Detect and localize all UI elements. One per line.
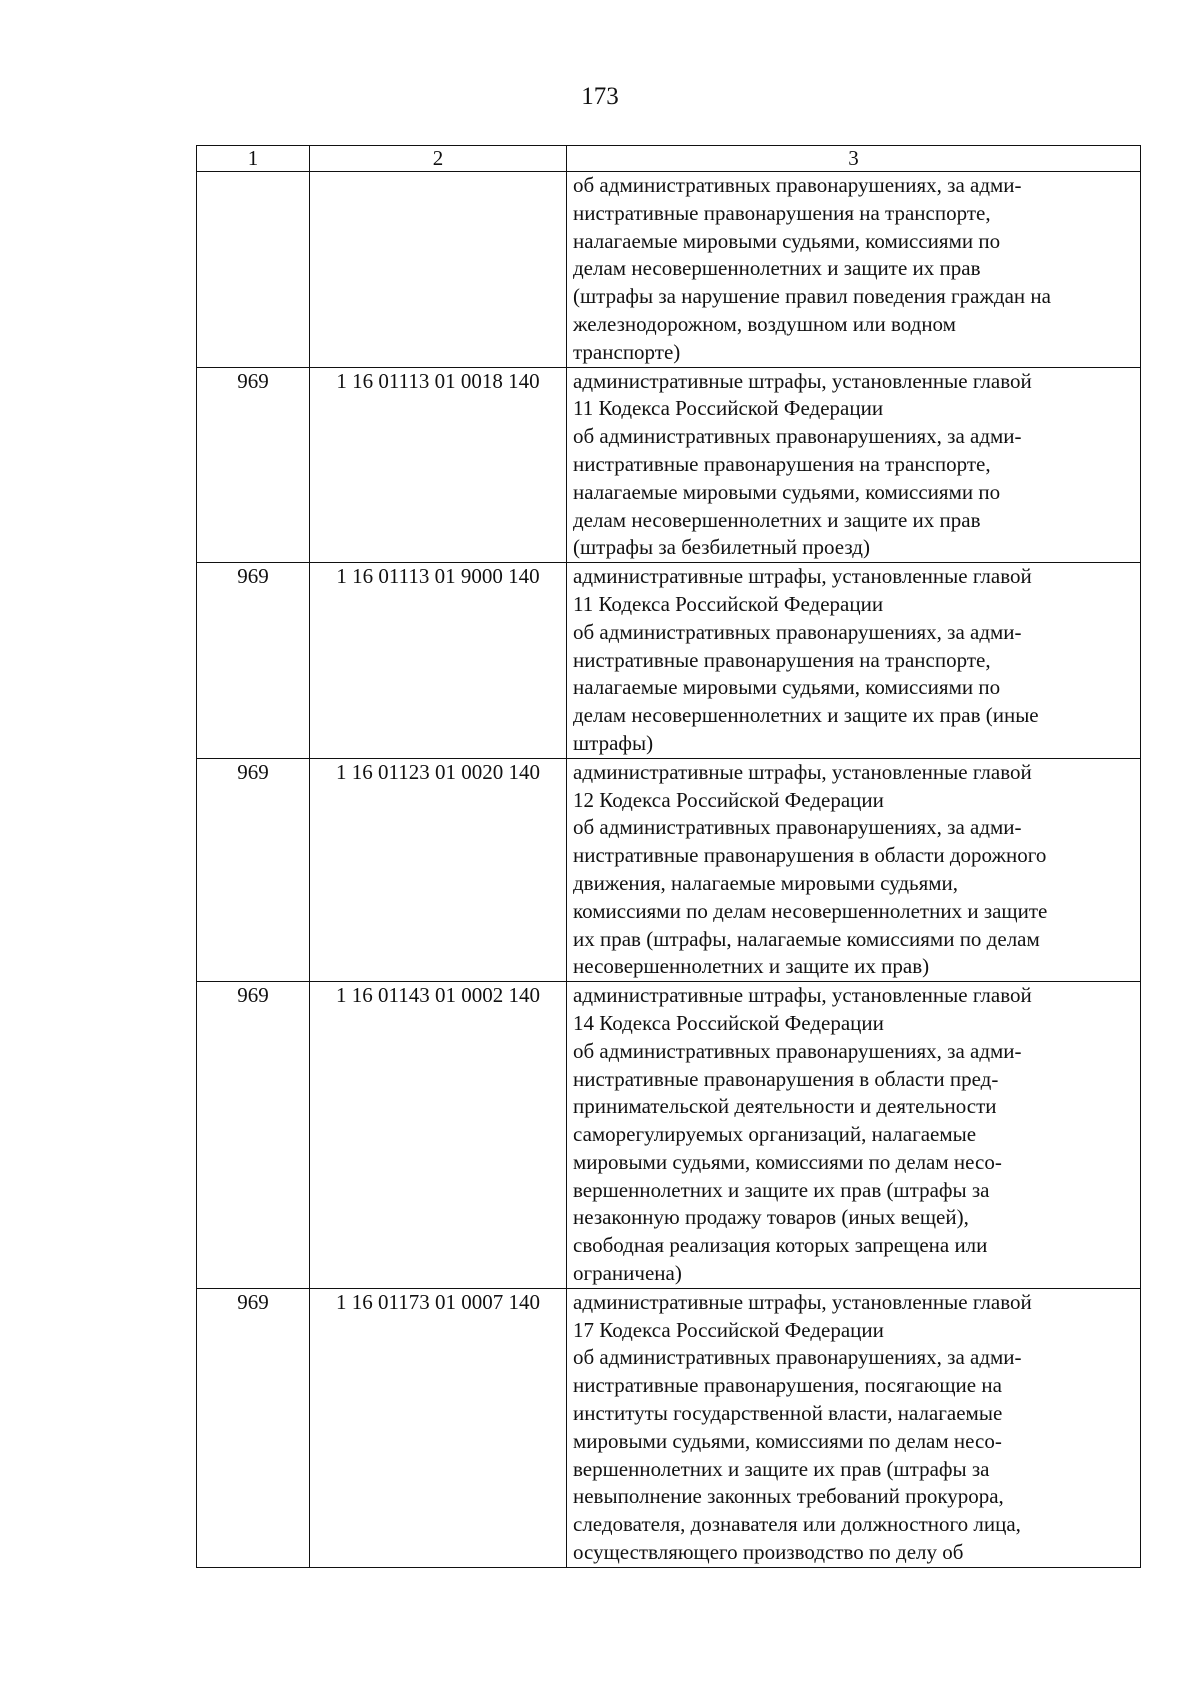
description-line: транспорте) <box>573 339 681 364</box>
description-line: об административных правонарушениях, за адми- <box>573 173 1022 197</box>
admin-code-cell: 969 <box>197 758 310 981</box>
table-body <box>197 172 1141 1568</box>
admin-code-cell: 969 <box>197 367 310 563</box>
description-line: нистративные правонарушения на транспорте, <box>573 647 991 672</box>
description-line: нистративные правонарушения в области пред- <box>573 1066 999 1091</box>
table-row <box>197 367 1141 563</box>
description-line: об административных правонарушениях, за адми- <box>573 815 1022 840</box>
description-line: налагаемые мировыми судьями, комиссиями по <box>573 228 1001 253</box>
budget-code-cell: 1 16 01173 01 0007 140 <box>310 1288 567 1567</box>
admin-code-cell <box>197 172 310 368</box>
description-line: делам несовершеннолетних и защите их прав (иные <box>573 703 1039 728</box>
description-line: административные штрафы, установленные главой <box>573 983 1032 1008</box>
budget-code-cell: 1 16 01123 01 0020 140 <box>310 758 567 981</box>
description-line: нистративные правонарушения в области дорожного <box>573 843 1047 868</box>
table-row <box>197 758 1141 981</box>
budget-code-cell: 1 16 01113 01 0018 140 <box>310 367 567 563</box>
description-line: вершеннолетних и защите их прав (штрафы за <box>573 1177 990 1202</box>
description-cell <box>567 563 1141 759</box>
description-line: следователя, дознавателя или должностного лица, <box>573 1512 1021 1537</box>
description-line: железнодорожном, воздушном или водном <box>573 311 956 336</box>
description-line: свободная реализация которых запрещена или <box>573 1233 988 1258</box>
description-line: мировыми судьями, комиссиями по делам несо- <box>573 1428 1002 1453</box>
table-row <box>197 1288 1141 1567</box>
table-row <box>197 563 1141 759</box>
description-line: 17 Кодекса Российской Федерации <box>573 1317 884 1342</box>
budget-code-cell: 1 16 01113 01 9000 140 <box>310 563 567 759</box>
description-line: об административных правонарушениях, за адми- <box>573 424 1022 449</box>
description-line: ограничена) <box>573 1261 682 1286</box>
description-line: саморегулируемых организаций, налагаемые <box>573 1122 977 1147</box>
description-line: невыполнение законных требований прокурора, <box>573 1484 1004 1509</box>
description-line: 14 Кодекса Российской Федерации <box>573 1010 884 1035</box>
description-cell <box>567 758 1141 981</box>
description-cell <box>567 982 1141 1289</box>
description-line: вершеннолетних и защите их прав (штрафы за <box>573 1456 990 1481</box>
description-line: мировыми судьями, комиссиями по делам несо- <box>573 1149 1002 1174</box>
budget-codes-table <box>196 145 1141 1568</box>
table-row <box>197 172 1141 368</box>
description-line: движения, налагаемые мировыми судьями, <box>573 870 959 895</box>
admin-code-cell: 969 <box>197 1288 310 1567</box>
description-line: принимательской деятельности и деятельности <box>573 1094 997 1119</box>
description-line: 11 Кодекса Российской Федерации <box>573 396 884 421</box>
description-cell <box>567 367 1141 563</box>
description-line: делам несовершеннолетних и защите их прав <box>573 507 981 532</box>
description-cell <box>567 172 1141 368</box>
budget-code-cell <box>310 172 567 368</box>
page-number: 173 <box>581 83 619 110</box>
description-line: нистративные правонарушения на транспорте, <box>573 200 991 225</box>
header-cell-2: 2 <box>310 146 567 172</box>
description-line: нистративные правонарушения на транспорте, <box>573 451 991 476</box>
description-line: административные штрафы, установленные главой <box>573 564 1032 589</box>
description-line: 11 Кодекса Российской Федерации <box>573 591 884 616</box>
budget-code-cell: 1 16 01143 01 0002 140 <box>310 982 567 1289</box>
table-header-row <box>197 146 1141 172</box>
description-line: делам несовершеннолетних и защите их прав <box>573 256 981 281</box>
description-line: административные штрафы, установленные главой <box>573 1289 1032 1314</box>
description-line: административные штрафы, установленные главой <box>573 759 1032 784</box>
description-line: институты государственной власти, налагаемые <box>573 1401 1003 1426</box>
description-line: комиссиями по делам несовершеннолетних и защите <box>573 898 1048 923</box>
description-line: штрафы) <box>573 730 654 755</box>
table-row <box>197 982 1141 1289</box>
description-line: (штрафы за безбилетный проезд) <box>573 535 870 560</box>
admin-code-cell: 969 <box>197 563 310 759</box>
description-line: (штрафы за нарушение правил поведения граждан на <box>573 284 1051 309</box>
description-line: нистративные правонарушения, посягающие на <box>573 1373 1002 1398</box>
header-cell-3: 3 <box>567 146 1141 172</box>
description-line: об административных правонарушениях, за адми- <box>573 1345 1022 1370</box>
description-line: осуществляющего производство по делу об <box>573 1540 964 1565</box>
header-cell-1: 1 <box>197 146 310 172</box>
description-line: административные штрафы, установленные главой <box>573 368 1032 393</box>
description-line: несовершеннолетних и защите их прав) <box>573 954 930 979</box>
description-line: 12 Кодекса Российской Федерации <box>573 787 884 812</box>
description-line: их прав (штрафы, налагаемые комиссиями по делам <box>573 926 1040 951</box>
description-line: налагаемые мировыми судьями, комиссиями по <box>573 479 1001 504</box>
description-line: об административных правонарушениях, за адми- <box>573 619 1022 644</box>
description-cell <box>567 1288 1141 1567</box>
description-line: незаконную продажу товаров (иных вещей), <box>573 1205 969 1230</box>
description-line: налагаемые мировыми судьями, комиссиями по <box>573 675 1001 700</box>
admin-code-cell: 969 <box>197 982 310 1289</box>
description-line: об административных правонарушениях, за адми- <box>573 1038 1022 1063</box>
